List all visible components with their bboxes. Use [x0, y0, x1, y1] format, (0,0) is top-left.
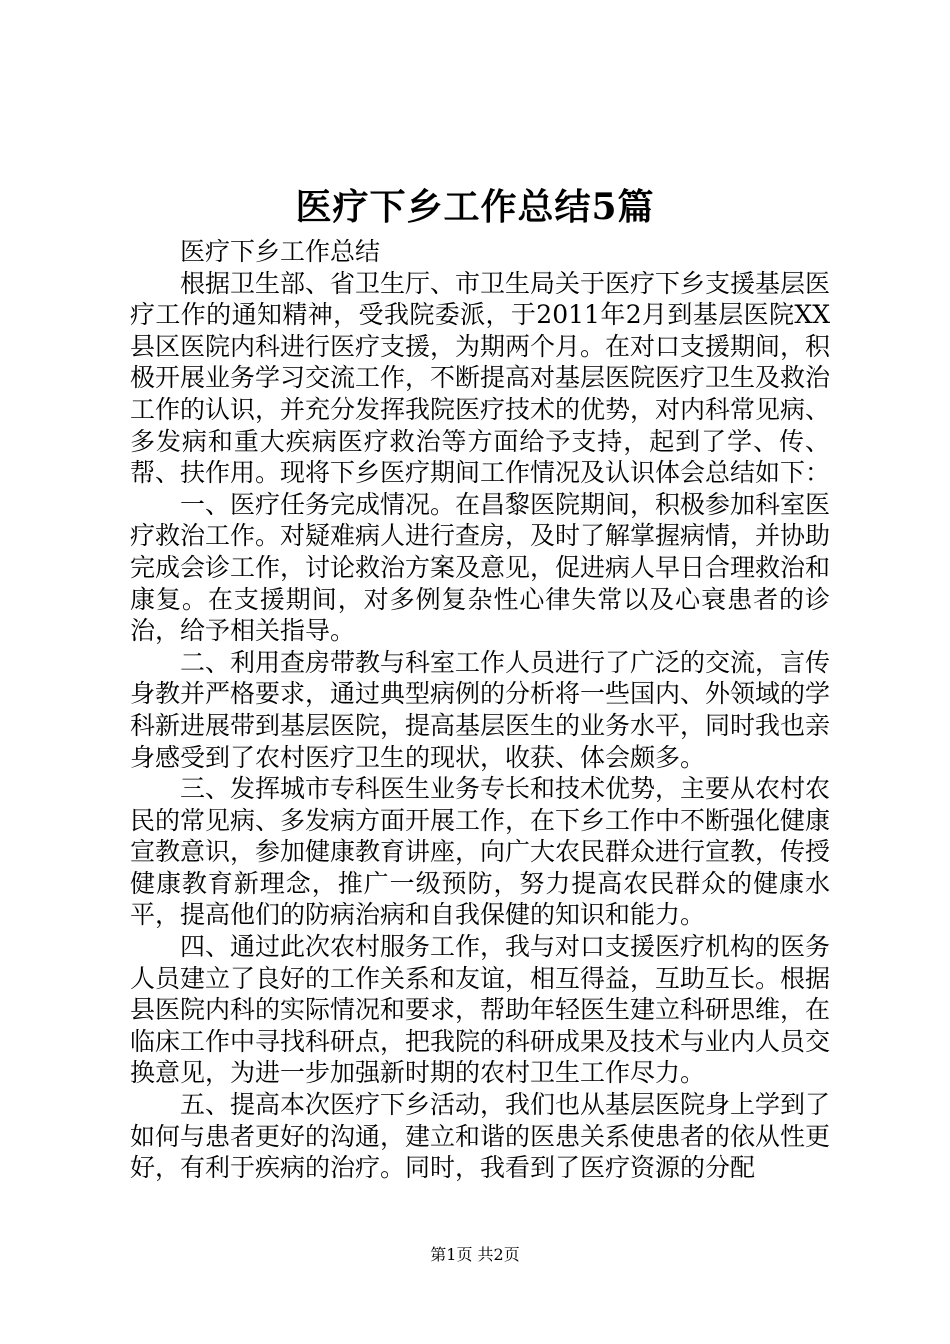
paragraph: 根据卫生部、省卫生厅、市卫生局关于医疗下乡支援基层医疗工作的通知精神，受我院委派，于2011年2月到基层医院XX县区医院内科进行医疗支援，为期两个月。在对口支援期间，积极开展业务学习交流工作，不断提高对基层医院医疗卫生及救治工作的认识，并充分发挥我院医疗技术的优势，对内科常见病、多发病和重大疾病医疗救治等方面给予支持，起到了学、传、帮、扶作用。现将下乡医疗期间工作情况及认识体会总结如下： [130, 268, 831, 488]
paragraph: 四、通过此次农村服务工作，我与对口支援医疗机构的医务人员建立了良好的工作关系和友谊，相互得益，互助互长。根据县医院内科的实际情况和要求，帮助年轻医生建立科研思维，在临床工作中寻找科研点，把我院的科研成果及技术与业内人员交换意见，为进一步加强新时期的农村卫生工作尽力。 [130, 932, 831, 1088]
page-footer: 第1页 共2页 [430, 1245, 520, 1264]
paragraph: 一、医疗任务完成情况。在昌黎医院期间，积极参加科室医疗救治工作。对疑难病人进行查房，及时了解掌握病情，并协助完成会诊工作，讨论救治方案及意见，促进病人早日合理救治和康复。在支援期间，对多例复杂性心律失常以及心衰患者的诊治，给予相关指导。 [130, 489, 831, 646]
document-body [130, 236, 830, 1184]
document-title: 医疗下乡工作总结5篇 [295, 186, 655, 228]
paragraph: 三、发挥城市专科医生业务专长和技术优势，主要从农村农民的常见病、多发病方面开展工作，在下乡工作中不断强化健康宣教意识，参加健康教育讲座，向广大农民群众进行宣教，传授健康教育新理念，推广一级预防，努力提高农民群众的健康水平，提高他们的防病治病和自我保健的知识和能力。 [130, 774, 831, 930]
paragraph: 五、提高本次医疗下乡活动，我们也从基层医院身上学到了如何与患者更好的沟通，建立和谐的医患关系使患者的依从性更好，有利于疾病的治疗。同时，我看到了医疗资源的分配 [130, 1090, 831, 1183]
paragraph: 二、利用查房带教与科室工作人员进行了广泛的交流，言传身教并严格要求，通过典型病例的分析将一些国内、外领域的学科新进展带到基层医院，提高基层医生的业务水平，同时我也亲身感受到了农村医疗卫生的现状，收获、体会颇多。 [130, 647, 831, 772]
document-subtitle: 医疗下乡工作总结 [180, 237, 381, 266]
